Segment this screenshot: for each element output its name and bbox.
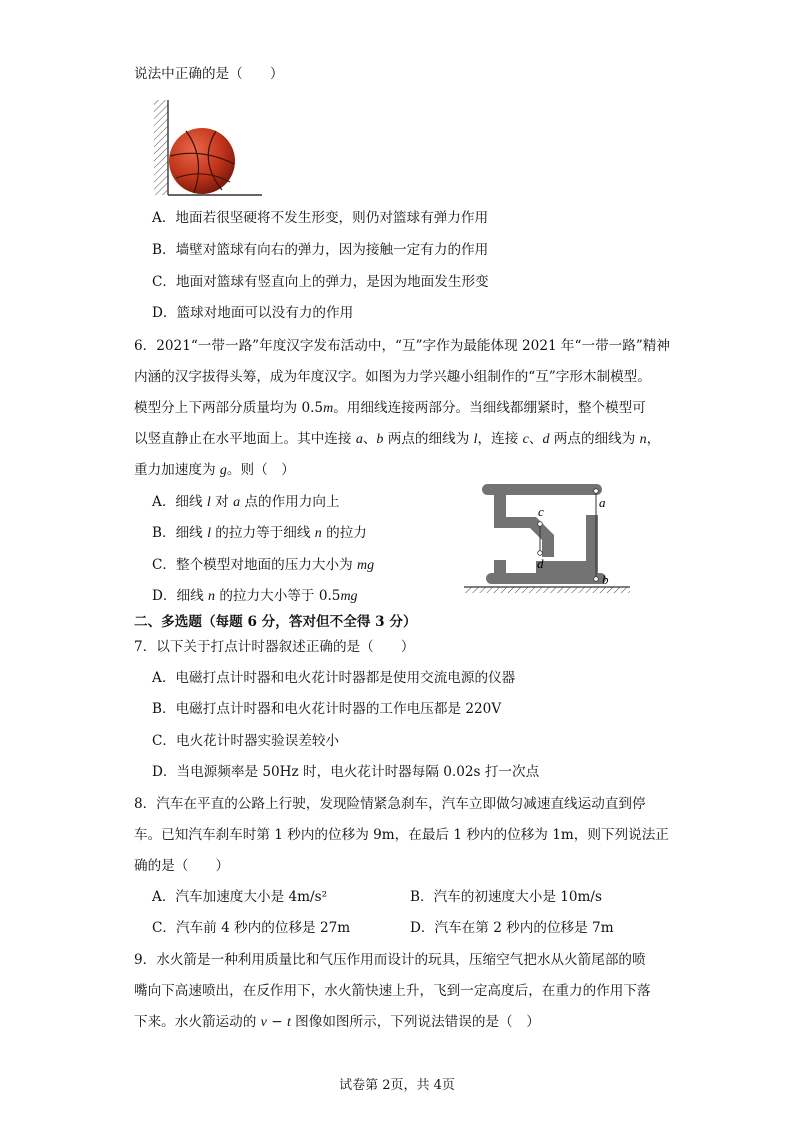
q6-line-5: 重力加速度为 g。则（ ） xyxy=(134,462,295,478)
basketball-icon xyxy=(169,128,235,194)
label-b: b xyxy=(602,572,609,587)
hu-model-figure xyxy=(458,480,638,605)
q6-line-3: 模型分上下两部分质量均为 0.5m。用细线连接两部分。当细线都绷紧时，整个模型可 xyxy=(134,400,646,416)
q7-option-c: C．电火花计时器实验误差较小 xyxy=(152,733,340,749)
q7-stem: 7．以下关于打点计时器叙述正确的是（ ） xyxy=(134,639,415,655)
q5-stem-tail: 说法中正确的是（ ） xyxy=(134,66,284,82)
page-footer: 试卷第 2页，共 4页 xyxy=(339,1078,455,1093)
q9-line-3: 下来。水火箭运动的 v − t 图像如图所示，下列说法错误的是（ ） xyxy=(134,1014,540,1030)
point-c xyxy=(538,522,543,527)
q5-option-d: D．篮球对地面可以没有力的作用 xyxy=(152,305,354,321)
q8-line-2: 车。已知汽车刹车时第 1 秒内的位移为 9m，在最后 1 秒内的位移为 1m，则下列说法正 xyxy=(134,827,669,843)
q6-option-b: B．细线 l 的拉力等于细线 n 的拉力 xyxy=(152,525,367,541)
label-c: c xyxy=(538,504,544,519)
q7-option-b: B．电磁打点计时器和电火花计时器的工作电压都是 220V xyxy=(152,701,502,717)
section-heading: 二、多选题（每题 6 分，答对但不全得 3 分） xyxy=(134,614,417,630)
point-a xyxy=(594,489,599,494)
q8-option-a: A．汽车加速度大小是 4m/s² xyxy=(152,889,328,905)
q8-option-d: D．汽车在第 2 秒内的位移是 7m xyxy=(410,920,614,936)
point-b xyxy=(594,577,599,582)
q6-option-d: D．细线 n 的拉力大小等于 0.5mg xyxy=(152,588,358,604)
point-d xyxy=(538,551,543,556)
q8-option-b: B．汽车的初速度大小是 10m/s xyxy=(410,889,602,905)
q6-line-2: 内涵的汉字拔得头筹，成为年度汉字。如图为力学兴趣小组制作的“互”字形木制模型。 xyxy=(134,369,651,385)
q6-line-1: 6．2021“一带一路”年度汉字发布活动中，“互”字作为最能体现 2021 年“一带一路”精神 xyxy=(134,338,670,354)
label-a: a xyxy=(599,495,606,510)
q9-line-1: 9．水火箭是一种利用质量比和气压作用而设计的玩具，压缩空气把水从火箭尾部的喷 xyxy=(134,952,646,968)
q7-option-a: A．电磁打点计时器和电火花计时器都是使用交流电源的仪器 xyxy=(152,670,516,686)
label-d: d xyxy=(537,556,544,571)
q8-line-3: 确的是（ ） xyxy=(134,858,230,874)
wall-hatch xyxy=(154,100,168,195)
q6-option-c: C．整个模型对地面的压力大小为 mg xyxy=(152,557,375,573)
floor-hatch xyxy=(464,587,630,593)
q5-option-b: B．墙壁对篮球有向右的弹力，因为接触一定有力的作用 xyxy=(152,242,489,258)
q6-option-a: A．细线 l 对 a 点的作用力向上 xyxy=(152,494,340,510)
basketball-figure xyxy=(146,98,276,208)
q8-line-1: 8．汽车在平直的公路上行驶，发现险情紧急刹车，汽车立即做匀减速直线运动直到停 xyxy=(134,796,646,812)
q8-option-c: C．汽车前 4 秒内的位移是 27m xyxy=(152,920,351,936)
q7-option-d: D．当电源频率是 50Hz 时，电火花计时器每隔 0.02s 打一次点 xyxy=(152,764,540,780)
q9-line-2: 嘴向下高速喷出，在反作用下，水火箭快速上升，飞到一定高度后，在重力的作用下落 xyxy=(134,983,651,999)
q5-option-a: A．地面若很坚硬将不发生形变，则仍对篮球有弹力作用 xyxy=(152,210,489,226)
q6-line-4: 以竖直静止在水平地面上。其中连接 a、b 两点的细线为 l，连接 c、d 两点的细线为 n， xyxy=(134,431,661,447)
q5-option-c: C．地面对篮球有竖直向上的弹力，是因为地面发生形变 xyxy=(152,274,489,290)
